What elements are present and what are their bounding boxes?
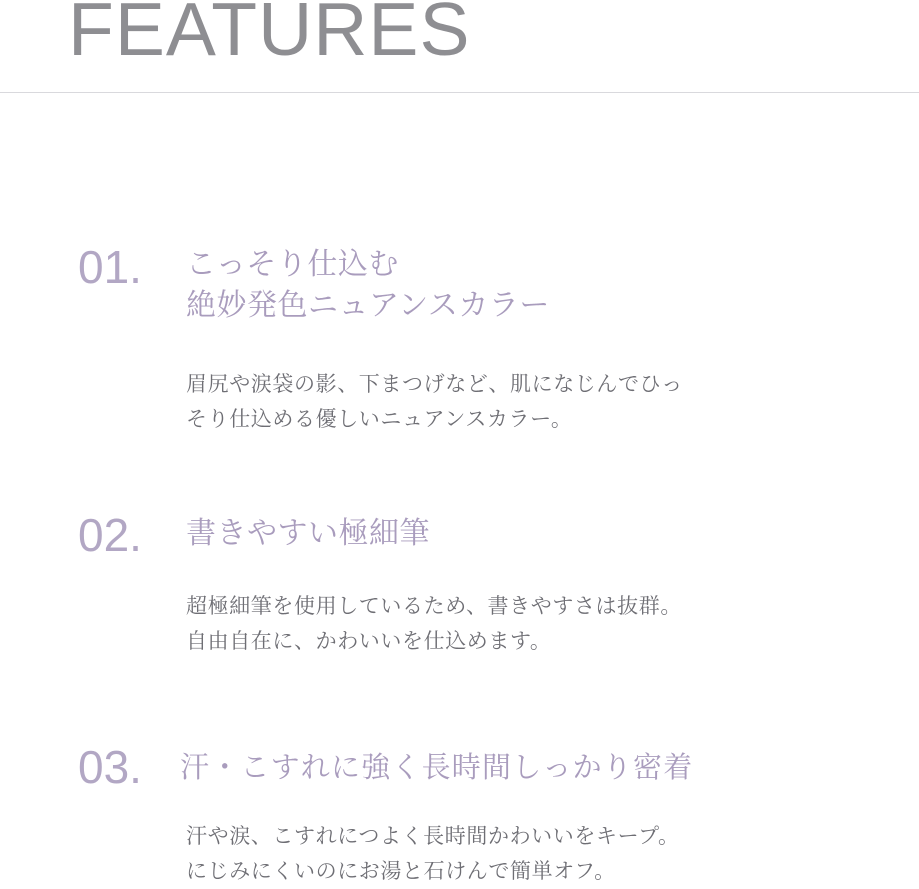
feature-heading (186, 513, 906, 554)
feature-number: 03. (78, 741, 142, 793)
feature-heading-line: 汗・こすれに強く長時間しっかり密着 (180, 750, 694, 784)
feature-heading-line: 絶妙発色ニュアンスカラー (186, 288, 550, 324)
feature-body (186, 367, 906, 437)
feature-number: 01. (78, 241, 142, 293)
page-title: FEATURES (68, 0, 471, 71)
feature-heading (186, 244, 906, 327)
feature-heading-line: こっそり仕込む (186, 247, 399, 282)
feature-body-line: 自由自在に、かわいいを仕込めます。 (186, 628, 552, 653)
feature-body-line: 眉尻や涙袋の影、下まつげなど、肌になじんでひっ (186, 372, 683, 396)
feature-body-line: 汗や涙、こすれにつよく長時間かわいいをキープ。 (186, 824, 680, 848)
feature-body-line: 超極細筆を使用しているため、書きやすさは抜群。 (186, 594, 682, 618)
feature-heading-line: 書きやすい極細筆 (186, 516, 430, 551)
feature-body-line: そり仕込める優しいニュアンスカラー。 (186, 406, 573, 431)
feature-heading (180, 747, 919, 787)
feature-body (186, 819, 919, 889)
header-divider (0, 92, 919, 93)
feature-body-line: にじみにくいのにお湯と石けんで簡単オフ。 (186, 858, 616, 883)
feature-body (186, 589, 906, 659)
feature-number: 02. (78, 509, 142, 561)
